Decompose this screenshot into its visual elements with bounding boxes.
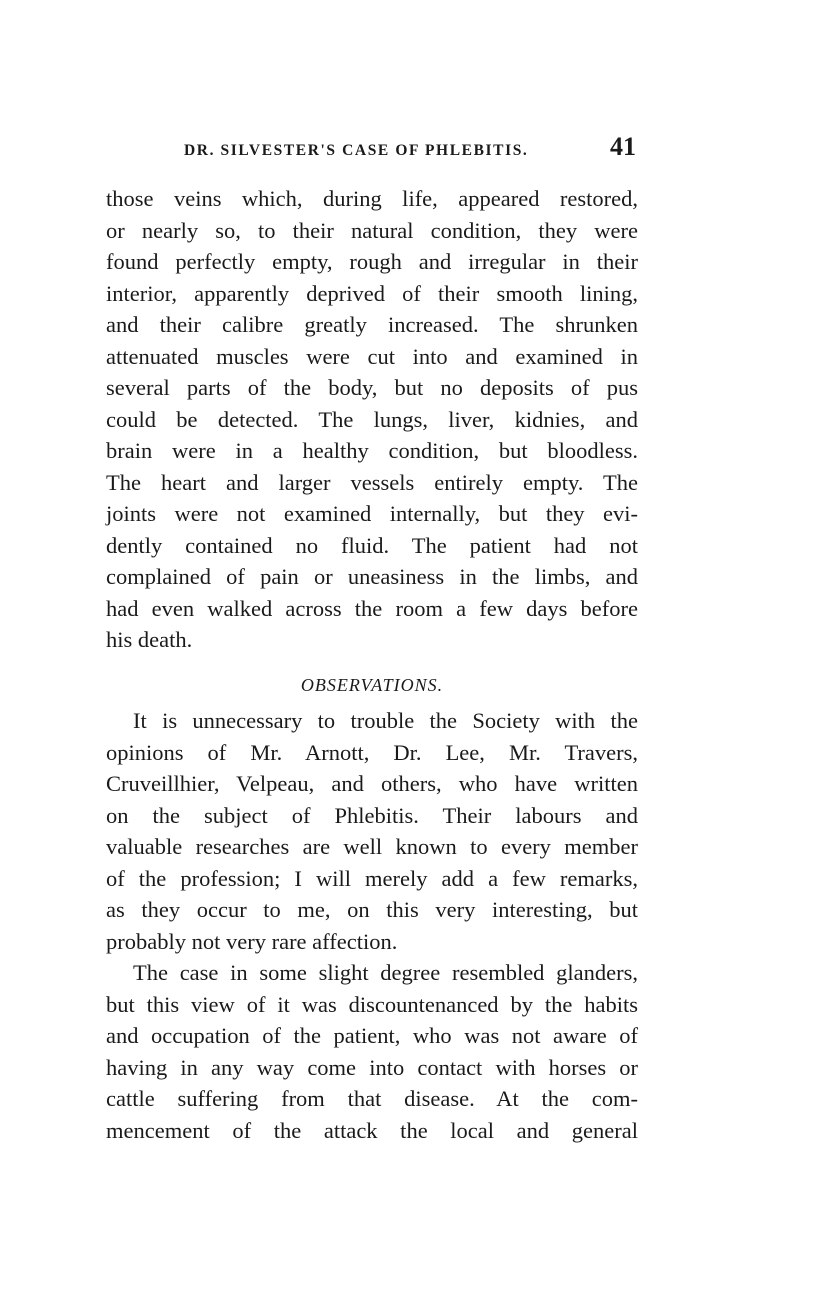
paragraph-observations-intro <box>106 705 638 957</box>
text-line: and occupation of the patient, who was not aware of <box>106 1023 638 1048</box>
text-line: attenuated muscles were cut into and examined in <box>106 343 638 369</box>
text-line: of the profession; I will merely add a few remarks, <box>106 865 638 891</box>
text-line: valuable researches are well known to every member <box>106 834 638 859</box>
text-line: his death. <box>106 627 193 652</box>
text-line: or nearly so, to their natural condition, they were <box>106 217 638 243</box>
text-line: It is unnecessary to trouble the Society with the <box>133 708 638 733</box>
text-line: on the subject of Phlebitis. Their labours and <box>106 802 638 828</box>
body-text <box>106 183 638 1146</box>
text-line: cattle suffering from that disease. At the com- <box>106 1086 638 1111</box>
text-line: could be detected. The lungs, liver, kidnies, and <box>106 406 638 432</box>
page-number: 41 <box>610 132 636 161</box>
running-head <box>108 132 638 172</box>
text-line: as they occur to me, on this very interesting, but <box>106 897 638 922</box>
text-line: The case in some slight degree resembled glanders, <box>133 960 638 985</box>
text-line: several parts of the body, but no deposits of pus <box>106 375 638 400</box>
text-line: The heart and larger vessels entirely empty. The <box>106 469 638 495</box>
text-line: opinions of Mr. Arnott, Dr. Lee, Mr. Travers, <box>106 739 638 765</box>
text-line: dently contained no fluid. The patient had not <box>106 532 638 558</box>
text-line: having in any way come into contact with horses or <box>106 1054 638 1080</box>
text-line: but this view of it was discountenanced by the habits <box>106 991 638 1017</box>
section-heading: OBSERVATIONS. <box>300 674 444 695</box>
running-title: DR. SILVESTER'S CASE OF PHLEBITIS. <box>184 142 529 159</box>
text-line: had even walked across the room a few days before <box>106 595 638 621</box>
text-line: those veins which, during life, appeared restored, <box>106 186 638 211</box>
text-line: found perfectly empty, rough and irregular in their <box>106 249 638 274</box>
paragraph-case-findings <box>106 183 638 656</box>
text-line: interior, apparently deprived of their smooth lining, <box>106 280 638 306</box>
text-line: complained of pain or uneasiness in the limbs, and <box>106 564 638 589</box>
text-line: probably not very rare affection. <box>106 928 398 954</box>
text-line: brain were in a healthy condition, but bloodless. <box>106 438 638 463</box>
text-line: Cruveillhier, Velpeau, and others, who have written <box>106 771 638 796</box>
paragraph-glanders <box>106 957 638 1146</box>
text-line: and their calibre greatly increased. The shrunken <box>106 312 638 337</box>
text-line: joints were not examined internally, but they evi- <box>106 501 638 526</box>
text-line: mencement of the attack the local and general <box>106 1117 638 1143</box>
